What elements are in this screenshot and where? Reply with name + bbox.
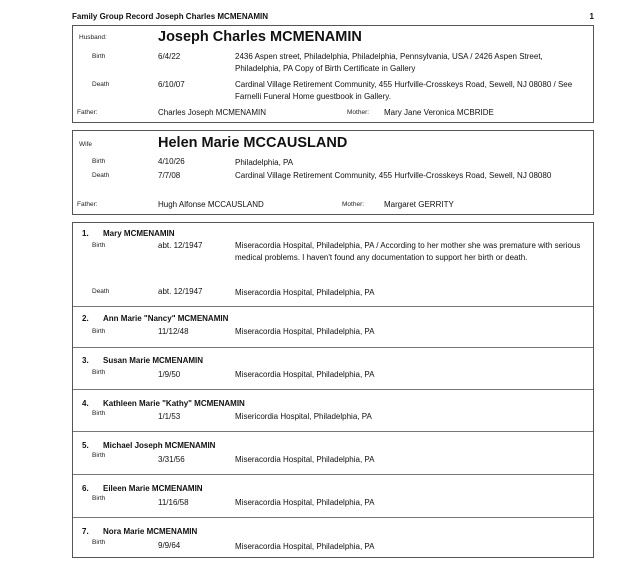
child-3-birth-place: Miseracordia Hospital, Philadelphia, PA: [235, 370, 375, 379]
husband-death-place: Cardinal Village Retirement Community, 455 Hurfville-Crosskeys Road, Sewell, NJ 08080 / See Farnelli Funeral Home guestbook in Gallery.: [235, 80, 573, 101]
child-2-birth-date: 11/12/48: [158, 327, 189, 336]
child-4-birth-label: Birth: [92, 410, 106, 417]
child-2-birth-label: Birth: [92, 328, 106, 335]
husband-death-label: Death: [92, 81, 110, 88]
husband-name: Joseph Charles MCMENAMIN: [158, 29, 362, 45]
husband-birth-label: Birth: [92, 53, 106, 60]
wife-death-place: Cardinal Village Retirement Community, 455 Hurfville-Crosskeys Road, Sewell, NJ 08080: [235, 171, 552, 180]
child-7-birth-date: 9/9/64: [158, 541, 181, 550]
child-3-birth-label: Birth: [92, 369, 106, 376]
child-2-birth-place: Miseracordia Hospital, Philadelphia, PA: [235, 327, 375, 336]
husband-father: Charles Joseph MCMENAMIN: [158, 108, 267, 117]
child-1-birth-date: abt. 12/1947: [158, 241, 203, 250]
husband-mother-label: Mother:: [347, 109, 370, 116]
child-1-death-label: Death: [92, 288, 110, 295]
child-7-number: 7.: [82, 527, 89, 536]
child-6-name: Eileen Marie MCMENAMIN: [103, 484, 203, 493]
page-header: [72, 12, 594, 26]
child-1-number: 1.: [82, 229, 89, 238]
child-5-number: 5.: [82, 441, 89, 450]
child-1-birth-place: Miseracordia Hospital, Philadelphia, PA / According to her mother she was premature with serious medical problems. I haven't found any documentation to support her birth or death.: [235, 241, 581, 262]
child-4-name: Kathleen Marie "Kathy" MCMENAMIN: [103, 399, 245, 408]
wife-birth-date: 4/10/26: [158, 157, 185, 166]
child-3-birth-date: 1/9/50: [158, 370, 181, 379]
husband-death-date: 6/10/07: [158, 80, 185, 89]
child-4-birth-date: 1/1/53: [158, 412, 181, 421]
child-6-number: 6.: [82, 484, 89, 493]
divider: [73, 517, 593, 518]
husband-section: [72, 25, 594, 123]
divider: [73, 389, 593, 390]
child-7-birth-label: Birth: [92, 539, 106, 546]
child-5-birth-date: 3/31/56: [158, 455, 185, 464]
husband-birth-date: 6/4/22: [158, 52, 181, 61]
child-6-birth-label: Birth: [92, 495, 106, 502]
wife-role-label: Wife: [79, 141, 92, 148]
wife-section: [72, 130, 594, 215]
child-3-name: Susan Marie MCMENAMIN: [103, 356, 204, 365]
wife-death-date: 7/7/08: [158, 171, 181, 180]
wife-birth-place: Philadelphia, PA: [235, 158, 294, 167]
husband-mother: Mary Jane Veronica MCBRIDE: [384, 108, 494, 117]
page-number: 1: [589, 12, 594, 21]
child-5-birth-place: Miseracordia Hospital, Philadelphia, PA: [235, 455, 375, 464]
child-1-death-date: abt. 12/1947: [158, 287, 203, 296]
page-title: Family Group Record Joseph Charles MCMENAMIN: [72, 12, 269, 21]
wife-birth-label: Birth: [92, 158, 106, 165]
child-3-number: 3.: [82, 356, 89, 365]
divider: [73, 347, 593, 348]
wife-death-label: Death: [92, 172, 110, 179]
child-6-birth-date: 11/16/58: [158, 498, 189, 507]
divider: [73, 306, 593, 307]
child-4-number: 4.: [82, 399, 89, 408]
wife-father: Hugh Alfonse MCCAUSLAND: [158, 200, 264, 209]
husband-father-label: Father:: [77, 109, 98, 116]
wife-mother-label: Mother:: [342, 201, 365, 208]
husband-role-label: Husband:: [79, 34, 107, 41]
wife-father-label: Father:: [77, 201, 98, 208]
child-7-name: Nora Marie MCMENAMIN: [103, 527, 198, 536]
child-1-birth-label: Birth: [92, 242, 106, 249]
divider: [73, 431, 593, 432]
children-section: [72, 222, 594, 558]
child-4-birth-place: Misericordia Hospital, Philadelphia, PA: [235, 412, 372, 421]
divider: [73, 474, 593, 475]
child-5-birth-label: Birth: [92, 452, 106, 459]
child-7-birth-place: Miseracordia Hospital, Philadelphia, PA: [235, 542, 375, 551]
child-1-death-place: Miseracordia Hospital, Philadelphia, PA: [235, 288, 375, 297]
wife-mother: Margaret GERRITY: [384, 200, 454, 209]
child-2-number: 2.: [82, 314, 89, 323]
wife-name: Helen Marie MCCAUSLAND: [158, 135, 348, 151]
husband-birth-place: 2436 Aspen street, Philadelphia, Philadelphia, Pennsylvania, USA / 2426 Aspen Street, Philadelphia, PA Copy of Birth Certificate in Gallery: [235, 52, 543, 73]
child-1-name: Mary MCMENAMIN: [103, 229, 175, 238]
child-2-name: Ann Marie "Nancy" MCMENAMIN: [103, 314, 229, 323]
child-5-name: Michael Joseph MCMENAMIN: [103, 441, 216, 450]
child-6-birth-place: Miseracordia Hospital, Philadelphia, PA: [235, 498, 375, 507]
